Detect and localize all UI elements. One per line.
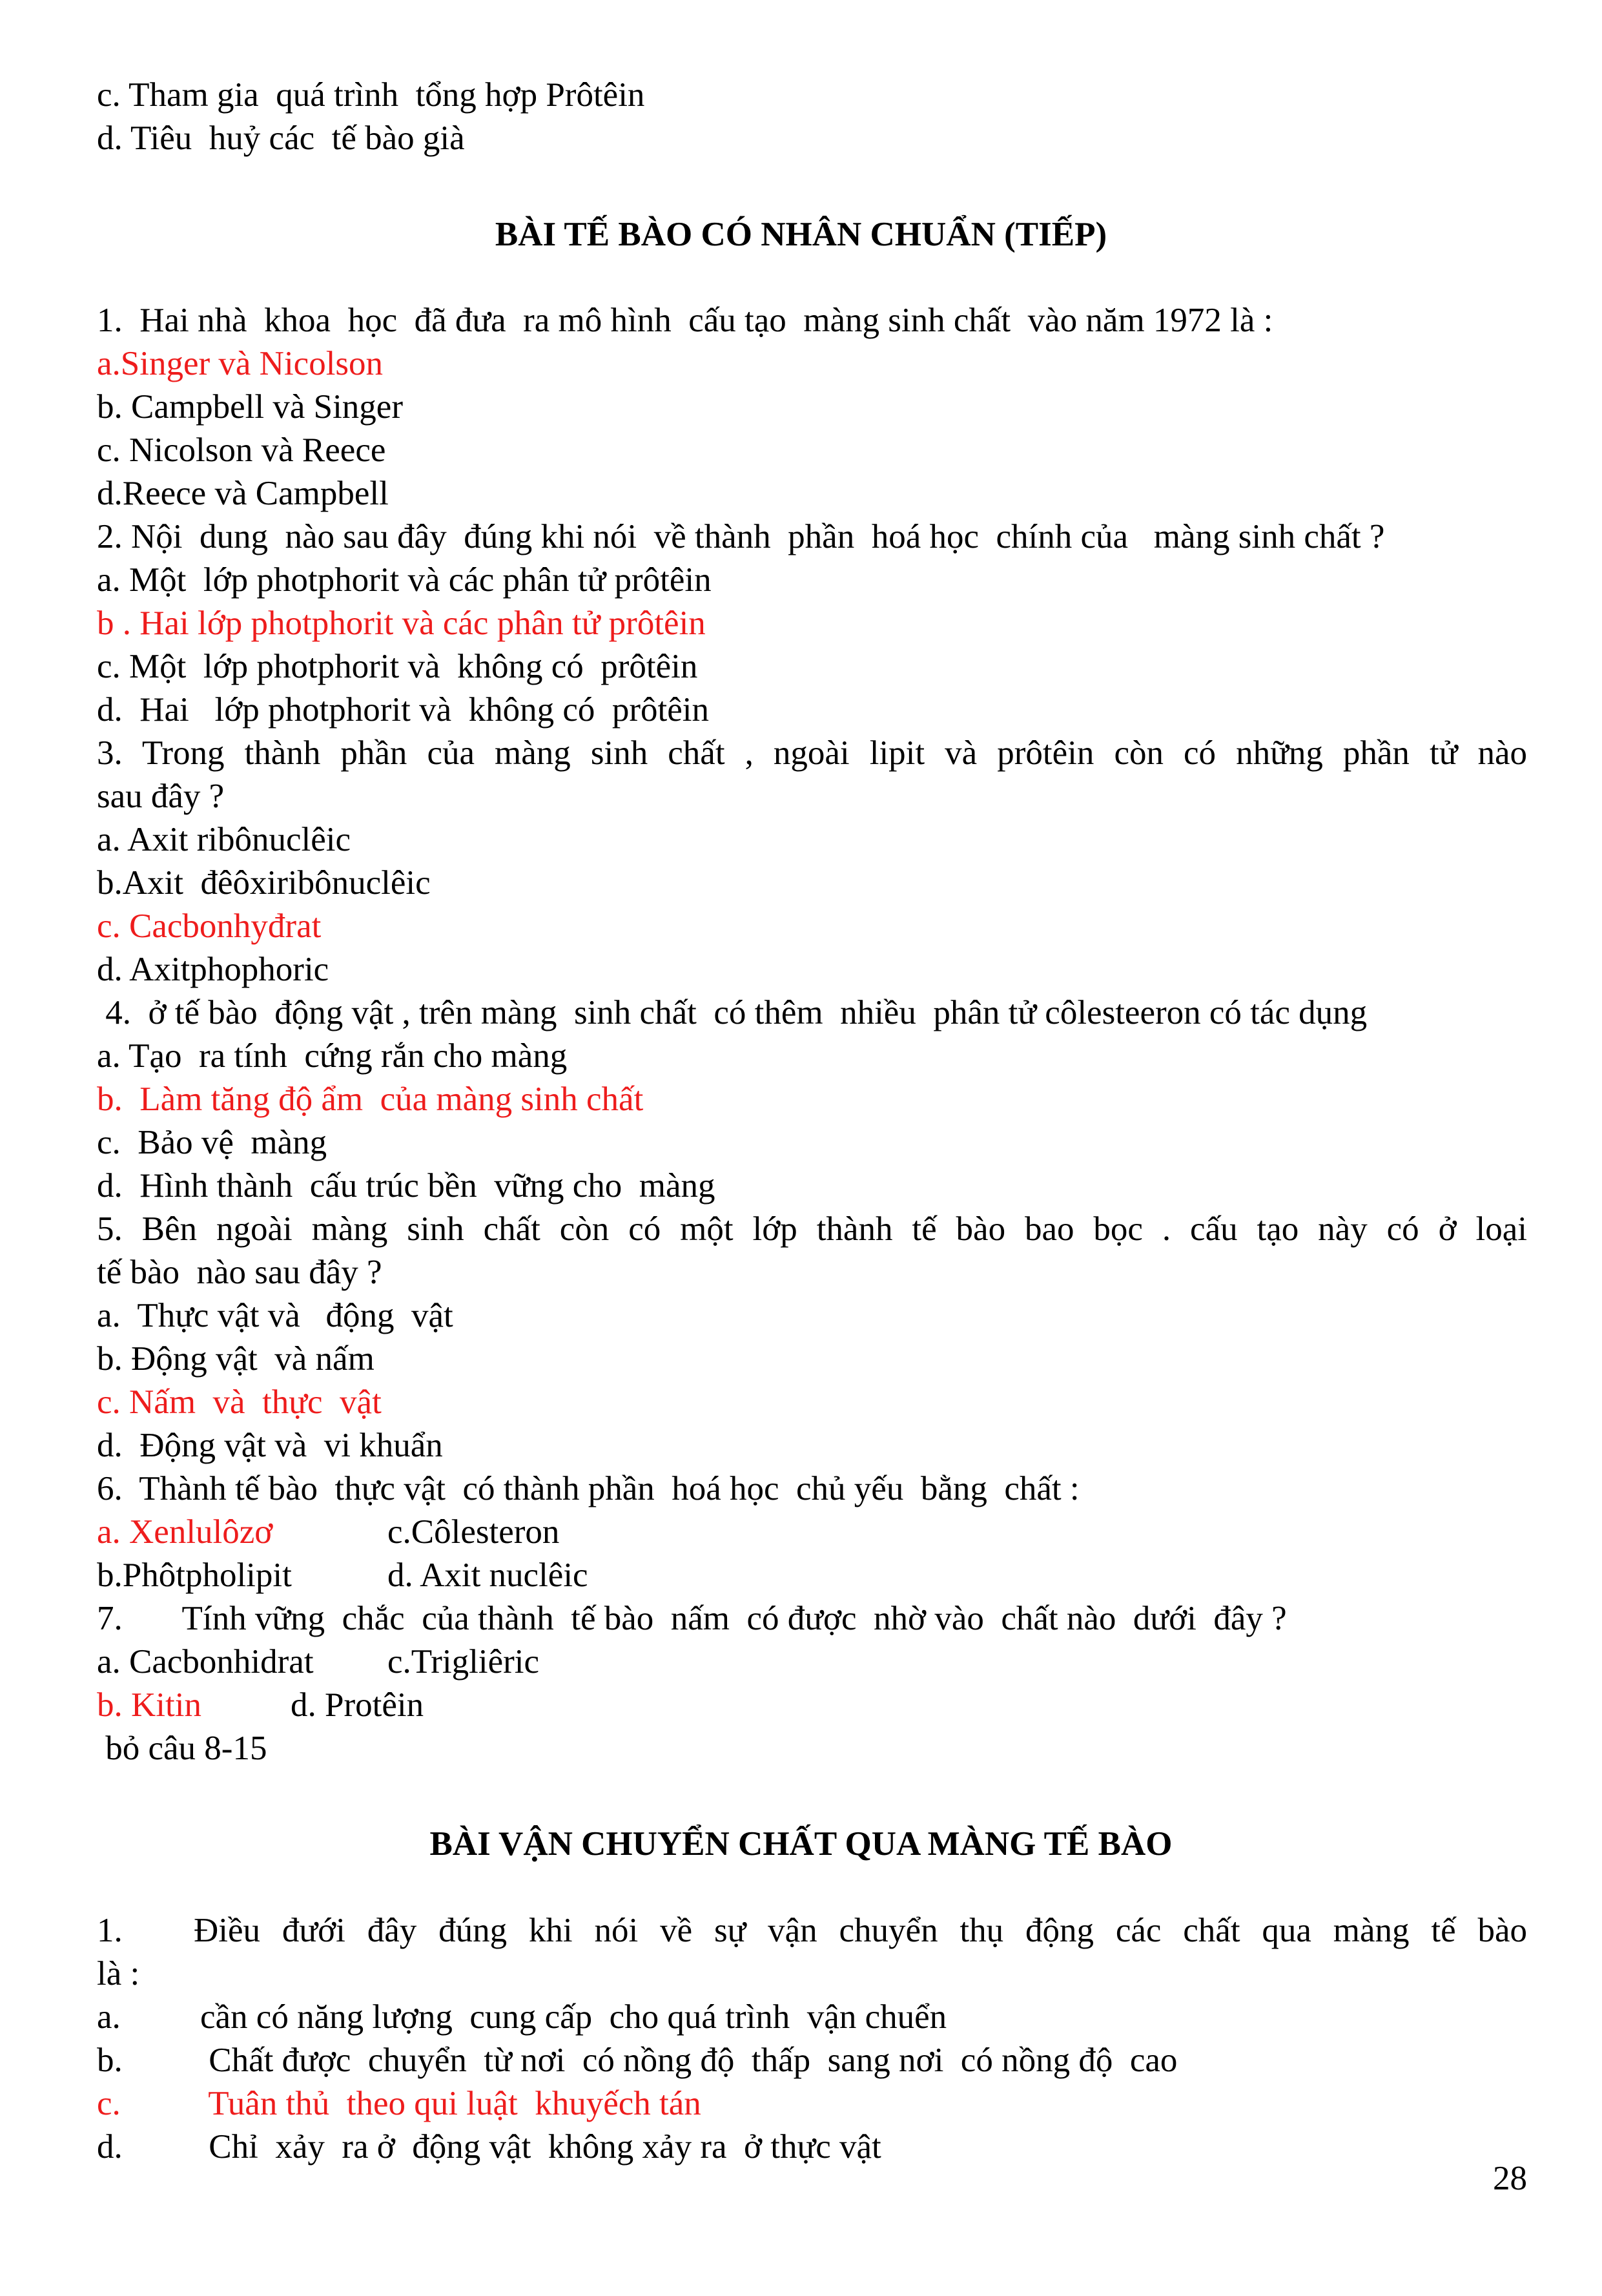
option-label: c. xyxy=(97,2085,121,2122)
answer-option: a. Axit ribônuclêic xyxy=(97,821,351,858)
question-4: 4. ở tế bào động vật , trên màng sinh chất có thêm nhiều phân tử côlesteeron có tác dụng xyxy=(97,994,1368,1031)
text-line: d. Tiêu huỷ các tế bào già xyxy=(97,119,465,157)
answer-option: c.Trigliêric xyxy=(387,1643,540,1681)
question-6: 6. Thành tế bào thực vật có thành phần hoá học chủ yếu bằng chất : xyxy=(97,1470,1080,1507)
answer-option: c. Nicolson và Reece xyxy=(97,431,386,469)
section-title: BÀI TẾ BÀO CÓ NHÂN CHUẨN (TIẾP) xyxy=(495,216,1107,253)
option-text: Chất được chuyển từ nơi có nồng độ thấp sang nơi có nồng độ cao xyxy=(200,2042,1178,2079)
option-label: d. xyxy=(97,2128,123,2166)
answer-option-correct: c. Cacbonhyđrat xyxy=(97,907,322,945)
answer-option: a. Cacbonhidrat xyxy=(97,1643,314,1681)
question-2: 2. Nội dung nào sau đây đúng khi nói về thành phần hoá học chính của màng sinh chất ? xyxy=(97,518,1385,555)
answer-option: c. Một lớp photphorit và không có prôtêin xyxy=(97,648,698,685)
answer-option-correct: b. Kitin xyxy=(97,1686,201,1724)
option-text: Chỉ xảy ra ở động vật không xảy ra ở thực vật xyxy=(200,2128,881,2166)
answer-option-correct: b. Làm tăng độ ẩm của màng sinh chất xyxy=(97,1081,644,1118)
question-5-cont: tế bào nào sau đây ? xyxy=(97,1254,382,1291)
answer-option: d. Protêin xyxy=(291,1686,424,1724)
answer-option: c. Bảo vệ màng xyxy=(97,1124,327,1161)
answer-option: c.Côlesteron xyxy=(387,1513,560,1551)
answer-option: d. Động vật và vi khuẩn xyxy=(97,1427,443,1464)
answer-option: d.Reece và Campbell xyxy=(97,475,389,512)
answer-option: b. Động vật và nấm xyxy=(97,1340,375,1378)
answer-option xyxy=(97,2125,881,2296)
answer-option: d. Axitphophoric xyxy=(97,951,329,988)
option-text: Tuân thủ theo qui luật khuyếch tán xyxy=(200,2085,701,2122)
answer-option: b.Axit đêôxiribônuclêic xyxy=(97,864,431,902)
answer-option: d. Hai lớp photphorit và không có prôtêin xyxy=(97,691,710,729)
answer-option: a. Thực vật và động vật xyxy=(97,1297,453,1334)
option-label: a. xyxy=(97,1998,121,2036)
answer-option-correct: a. Xenlulôzơ xyxy=(97,1513,273,1551)
question-5: 5. Bên ngoài màng sinh chất còn có một lớp thành tế bào bao bọc . cấu tạo này có ở loại xyxy=(97,1210,1527,1248)
page-number: 28 xyxy=(1493,2160,1527,2197)
question-1-cont: là : xyxy=(97,1955,140,1992)
text-line: c. Tham gia quá trình tổng hợp Prôtêin xyxy=(97,76,645,114)
answer-option: b.Phôtpholipit xyxy=(97,1557,292,1594)
question-3-cont: sau đây ? xyxy=(97,778,225,815)
answer-option: a. Một lớp photphorit và các phân tử prôtêin xyxy=(97,561,712,599)
option-label: b. xyxy=(97,2042,123,2079)
answer-option-correct: c. Nấm và thực vật xyxy=(97,1383,382,1421)
answer-option: a. Tạo ra tính cứng rắn cho màng xyxy=(97,1037,568,1075)
note-text: bỏ câu 8-15 xyxy=(97,1730,267,1767)
answer-option-correct: b . Hai lớp photphorit và các phân tử prôtêin xyxy=(97,605,706,642)
answer-option: b. Campbell và Singer xyxy=(97,388,403,426)
question-number: 1. xyxy=(97,1912,123,1949)
question-1: Điều đưới đây đúng khi nói về sự vận chuyển thụ động các chất qua màng tế bào xyxy=(194,1912,1527,1949)
option-text: cần có năng lượng cung cấp cho quá trình vận chuển xyxy=(200,1998,947,2036)
answer-option: d. Axit nuclêic xyxy=(387,1557,588,1594)
answer-option: d. Hình thành cấu trúc bền vững cho màng xyxy=(97,1167,715,1205)
question-7: 7. Tính vững chắc của thành tế bào nấm có được nhờ vào chất nào dưới đây ? xyxy=(97,1600,1287,1637)
answer-option-correct: a.Singer và Nicolson xyxy=(97,345,384,382)
question-1: 1. Hai nhà khoa học đã đưa ra mô hình cấu tạo màng sinh chất vào năm 1972 là : xyxy=(97,302,1273,339)
section-title: BÀI VẬN CHUYỂN CHẤT QUA MÀNG TẾ BÀO xyxy=(429,1825,1173,1863)
question-3: 3. Trong thành phần của màng sinh chất , ngoài lipit và prôtêin còn có những phần tử nào xyxy=(97,734,1527,772)
